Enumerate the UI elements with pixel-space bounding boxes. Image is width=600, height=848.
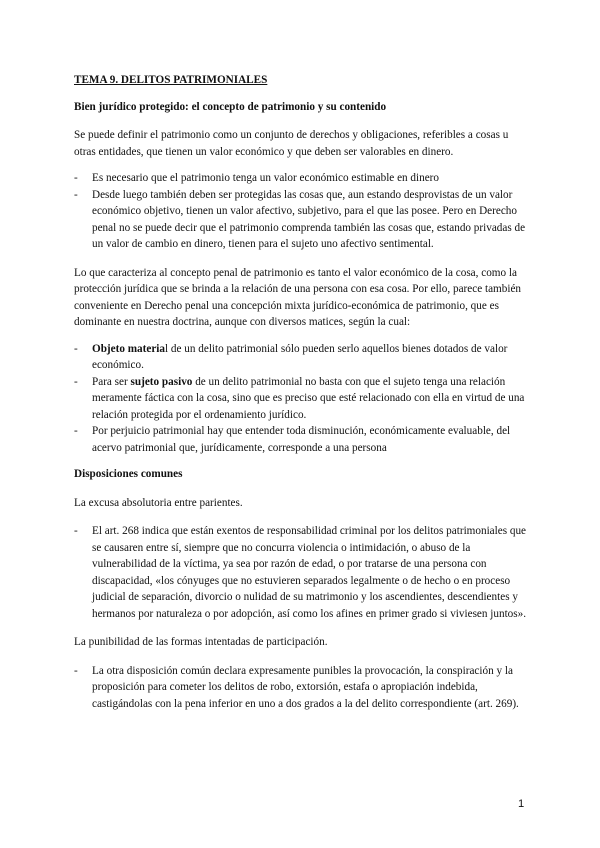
subheading-excusa: La excusa absolutoria entre parientes. bbox=[74, 496, 243, 509]
document-title: TEMA 9. DELITOS PATRIMONIALES bbox=[74, 74, 268, 86]
list-item: - Por perjuicio patrimonial hay que entender toda disminución, económicamente evaluable, del acervo patrimonial que, jurídicamente, corresponde a una persona bbox=[74, 425, 511, 454]
list-item: - Es necesario que el patrimonio tenga un valor económico estimable en dinero bbox=[74, 170, 530, 187]
list-item: - Desde luego también deben ser protegidas las cosas que, aun estando desprovistas de un valor económico objetivo, tienen un valor afectivo, subjetivo, para el que las posee. Pero en Derecho penal no se puede decir que el patrimonio comprenda también las cosas que, estando privadas de un valor de cambio en dinero, tienen para el sujeto uno afectivo sentimental. bbox=[74, 188, 526, 250]
dash-bullet: - bbox=[74, 172, 78, 184]
dash-bullet: - bbox=[74, 525, 78, 537]
dash-bullet: - bbox=[74, 188, 78, 201]
section-heading-bien-juridico: Bien jurídico protegido: el concepto de patrimonio y su contenido bbox=[74, 100, 387, 113]
bullet-list-2 bbox=[74, 341, 530, 457]
document-page bbox=[74, 72, 530, 712]
list-item: - Para ser sujeto pasivo de un delito patrimonial no basta con que el sujeto tenga una relación meramente fáctica con la cosa, sino que es preciso que esté relacionado con ella en virtud de una relación protegida por el ordenamiento jurídico. bbox=[74, 375, 525, 421]
page-number: 1 bbox=[518, 798, 525, 810]
paragraph-intro: Se puede definir el patrimonio como un conjunto de derechos y obligaciones, referibles a cosas u otras entidades, que tienen un valor económico y que deben ser valorables en dinero. bbox=[74, 129, 509, 158]
bold-term: sujeto pasivo bbox=[130, 375, 193, 388]
section-heading-disposiciones: Disposiciones comunes bbox=[74, 468, 183, 480]
dash-bullet: - bbox=[74, 375, 78, 388]
subheading-punibilidad: La punibilidad de las formas intentadas de participación. bbox=[74, 636, 328, 648]
bullet-list-1 bbox=[74, 170, 530, 253]
list-item: - El art. 268 indica que están exentos de responsabilidad criminal por los delitos patrimoniales que se causaren entre sí, siempre que no concurra violencia o intimidación, o abuso de la vulnerabilidad de la víctima, ya sea por razón de edad, o por tratarse de una persona con discapacidad, «los cónyuges que no estuvieren separados legalmente o de hecho o en proceso judicial de separación, divorcio o nulidad de su matrimonio y los ascendientes, descendientes y hermanos por naturaleza o por adopción, así como los afines en primer grado si viviesen juntos». bbox=[74, 525, 527, 620]
paragraph-concepto-penal: Lo que caracteriza al concepto penal de patrimonio es tanto el valor económico de la cosa, como la protección jurídica que se brinda a la relación de una persona con esa cosa. Por ello, parece también conveniente en Derecho penal una concepción mixta jurídico-económica de patrimonio, que es dominante en nuestra doctrina, aunque con diversos matices, según la cual: bbox=[74, 266, 521, 328]
bold-term: Objeto materia bbox=[92, 342, 166, 355]
bullet-list-3 bbox=[74, 523, 530, 622]
dash-bullet: - bbox=[74, 425, 78, 437]
bullet-list-4 bbox=[74, 663, 530, 713]
dash-bullet: - bbox=[74, 664, 78, 677]
dash-bullet: - bbox=[74, 342, 78, 355]
list-item: - La otra disposición común declara expresamente punibles la provocación, la conspiración y la proposición para cometer los delitos de robo, extorsión, estafa o apropiación indebida, castigándolas con la pena inferior en uno a dos grados a la del delito correspondiente (art. 269). bbox=[74, 664, 519, 710]
list-item: - Objeto material de un delito patrimonial sólo pueden serlo aquellos bienes dotados de valor económico. bbox=[74, 342, 508, 371]
